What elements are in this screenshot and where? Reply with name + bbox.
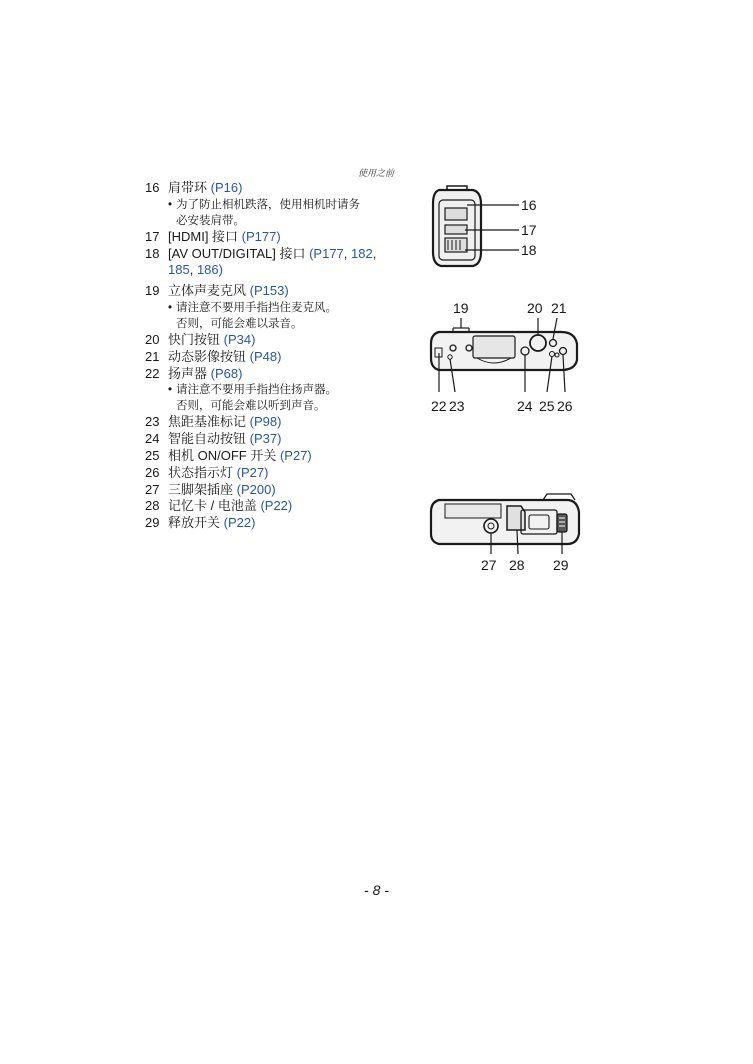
note-line: 请注意不要用手指挡住麦克风。 bbox=[176, 301, 337, 314]
callout-19: 19 bbox=[453, 300, 469, 316]
page-reference-link[interactable]: 186) bbox=[196, 262, 223, 278]
item-label: 三脚架插座 bbox=[168, 481, 237, 497]
item-label: [AV OUT/DIGITAL] 接口 bbox=[168, 245, 310, 261]
list-item bbox=[145, 431, 400, 448]
item-number: 19 bbox=[145, 283, 160, 299]
page-reference-link[interactable]: (P27) bbox=[236, 464, 269, 480]
item-number: 21 bbox=[145, 348, 160, 364]
item-label: 释放开关 bbox=[168, 515, 224, 531]
section-header: 使用之前 bbox=[357, 169, 394, 179]
bullet: • bbox=[168, 198, 173, 211]
parts-list bbox=[145, 180, 400, 532]
item-number: 27 bbox=[145, 481, 160, 497]
list-item bbox=[145, 465, 400, 482]
item-number: 17 bbox=[145, 228, 160, 244]
item-label: 相机 ON/OFF 开关 bbox=[168, 447, 280, 463]
item-number: 28 bbox=[145, 498, 160, 514]
camera-side-body bbox=[433, 186, 481, 266]
item-number: 25 bbox=[145, 447, 160, 463]
callout-23: 23 bbox=[449, 398, 465, 414]
note-line: 请注意不要用手指挡住扬声器。 bbox=[176, 384, 337, 397]
list-item bbox=[145, 448, 400, 465]
item-label: 智能自动按钮 bbox=[168, 431, 250, 447]
list-item bbox=[145, 366, 400, 383]
item-label: 记忆卡 / 电池盖 bbox=[168, 498, 261, 514]
callout-22: 22 bbox=[431, 398, 447, 414]
list-item bbox=[145, 414, 400, 431]
page-reference-link[interactable]: (P48) bbox=[249, 348, 282, 364]
page-reference-link[interactable]: (P200) bbox=[236, 481, 276, 497]
callout-28: 28 bbox=[509, 557, 525, 573]
camera-top-body bbox=[431, 332, 577, 370]
item-label: 肩带环 bbox=[168, 180, 211, 195]
list-item bbox=[145, 332, 400, 349]
callout-18: 18 bbox=[521, 242, 537, 258]
item-label: [HDMI] 接口 bbox=[168, 228, 242, 244]
note-line: 必安装肩带。 bbox=[176, 214, 245, 227]
list-item bbox=[145, 349, 400, 366]
item-label: 快门按钮 bbox=[168, 331, 224, 347]
list-item bbox=[145, 482, 400, 499]
list-item bbox=[145, 283, 400, 300]
item-number: 20 bbox=[145, 331, 160, 347]
camera-bottom-body bbox=[431, 494, 579, 544]
item-label: 状态指示灯 bbox=[168, 464, 237, 480]
page-reference-link[interactable]: (P22) bbox=[260, 498, 293, 514]
item-number: 18 bbox=[145, 245, 160, 261]
callout-27: 27 bbox=[481, 557, 497, 573]
page-reference-link[interactable]: (P37) bbox=[249, 431, 282, 447]
page-reference-link[interactable]: (P16) bbox=[210, 180, 243, 195]
callout-16: 16 bbox=[521, 197, 537, 213]
callout-25: 25 bbox=[539, 398, 555, 414]
item-number: 23 bbox=[145, 414, 160, 430]
page-reference-link[interactable]: (P177) bbox=[241, 228, 281, 244]
list-item bbox=[145, 515, 400, 532]
camera-bottom-view-diagram bbox=[425, 490, 585, 580]
item-label: 立体声麦克风 bbox=[168, 283, 250, 299]
page-reference-link[interactable]: (P27) bbox=[279, 447, 312, 463]
separator: , bbox=[372, 245, 377, 261]
bullet: • bbox=[168, 384, 173, 397]
item-label: 动态影像按钮 bbox=[168, 348, 250, 364]
callout-20: 20 bbox=[527, 300, 543, 316]
item-number: 24 bbox=[145, 431, 160, 447]
item-number: 22 bbox=[145, 365, 160, 381]
callout-17: 17 bbox=[521, 222, 537, 238]
list-item bbox=[145, 180, 400, 197]
page-reference-link[interactable]: 182 bbox=[351, 245, 373, 261]
page-number: - 8 - bbox=[364, 882, 389, 898]
separator: , bbox=[343, 245, 352, 261]
item-note bbox=[145, 382, 400, 414]
item-number: 16 bbox=[145, 180, 160, 195]
page-reference-link[interactable]: 185 bbox=[168, 262, 190, 278]
page-reference-link[interactable]: (P22) bbox=[223, 515, 256, 531]
page-reference-link[interactable]: (P68) bbox=[210, 365, 243, 381]
item-label: 扬声器 bbox=[168, 365, 211, 381]
item-number: 29 bbox=[145, 515, 160, 531]
callout-24: 24 bbox=[517, 398, 533, 414]
item-label: 焦距基准标记 bbox=[168, 414, 250, 430]
list-item bbox=[145, 246, 400, 280]
item-note bbox=[145, 300, 400, 332]
item-number: 26 bbox=[145, 464, 160, 480]
camera-side-view-diagram bbox=[425, 180, 555, 270]
page-reference-link[interactable]: (P177 bbox=[309, 245, 344, 261]
separator: , bbox=[189, 262, 197, 278]
page-reference-link[interactable]: (P34) bbox=[223, 331, 256, 347]
callout-21: 21 bbox=[551, 300, 567, 316]
note-line: 否则，可能会难以录音。 bbox=[176, 317, 303, 330]
bullet: • bbox=[168, 301, 173, 314]
note-line: 否则，可能会难以听到声音。 bbox=[176, 400, 326, 413]
note-line: 为了防止相机跌落，使用相机时请务 bbox=[176, 198, 360, 211]
list-item bbox=[145, 498, 400, 515]
callout-29: 29 bbox=[553, 557, 569, 573]
page-reference-link[interactable]: (P98) bbox=[249, 414, 282, 430]
camera-top-view-diagram bbox=[425, 296, 585, 416]
callout-26: 26 bbox=[557, 398, 573, 414]
item-note bbox=[145, 197, 400, 229]
list-item bbox=[145, 229, 400, 246]
page-reference-link[interactable]: (P153) bbox=[249, 283, 289, 299]
